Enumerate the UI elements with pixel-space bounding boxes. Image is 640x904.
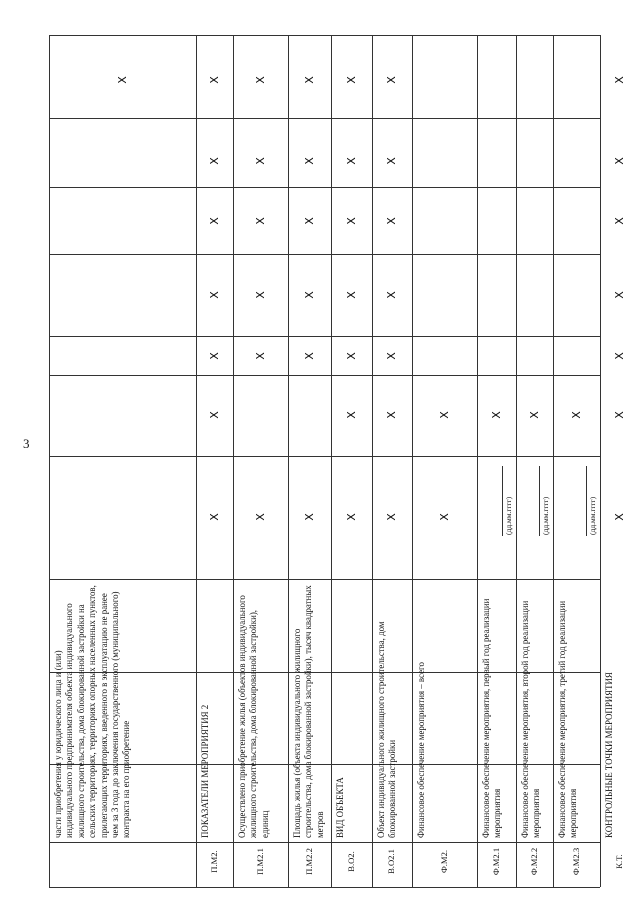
mark-x: X — [302, 157, 316, 165]
grid-line-v — [372, 35, 373, 887]
mark-x: X — [207, 513, 221, 521]
row-description: Объект индивидуального жилищного строительства, дом блокированной застройки — [376, 621, 398, 838]
row-description: Финансовое обеспечение мероприятия, второй год реализации мероприятия — [520, 600, 542, 838]
grid-line-v — [412, 35, 413, 887]
row-description: ПОКАЗАТЕЛИ МЕРОПРИЯТИЯ 2 — [200, 704, 210, 838]
row-description: ВИД ОБЪЕКТА — [335, 777, 345, 838]
row-code: П.М2.2 — [303, 848, 314, 875]
mark-x: X — [253, 352, 267, 360]
mark-x: X — [207, 411, 221, 419]
mark-x: X — [385, 157, 398, 165]
mark-x: X — [385, 352, 398, 360]
row-code: К.Т. — [614, 854, 624, 869]
grid-line-v — [196, 35, 197, 887]
date-underline — [539, 466, 540, 536]
row-code: Ф.М2.2 — [528, 847, 539, 876]
row-code: П.М2. — [208, 850, 219, 873]
grid-line-v — [233, 35, 234, 887]
mark-x: X — [385, 513, 398, 521]
row-description: Осуществлено приобретение жилья (объектов индивидуального жилищного строительства, дома блокированной застройки), единиц — [237, 595, 270, 838]
mark-x: X — [437, 411, 451, 419]
mark-x: X — [207, 217, 221, 225]
grid-line-h — [49, 842, 600, 843]
grid-line-h — [49, 118, 600, 119]
mark-x: X — [613, 217, 626, 225]
mark-x: X — [253, 513, 267, 521]
mark-x: X — [385, 217, 398, 225]
mark-x: X — [207, 352, 221, 360]
mark-x: X — [344, 76, 358, 84]
grid-line-h — [49, 254, 600, 255]
mark-x: X — [613, 513, 626, 521]
mark-x: X — [302, 76, 316, 84]
mark-x: X — [437, 513, 451, 521]
mark-x: X — [302, 217, 316, 225]
mark-x: X — [385, 76, 398, 84]
mark-x: X — [385, 411, 398, 419]
row-code: Ф.М2. — [438, 849, 449, 874]
mark-x: X — [207, 291, 221, 299]
mark-x: X — [344, 513, 358, 521]
mark-x: X — [302, 352, 316, 360]
grid-line-v — [49, 35, 50, 887]
mark-x: X — [302, 513, 316, 521]
grid-line-v — [600, 35, 601, 887]
date-underline — [502, 466, 503, 536]
row-code: Ф.М2.1 — [490, 847, 501, 876]
mark-x: X — [613, 411, 626, 419]
mark-x: X — [613, 157, 626, 165]
mark-x: X — [569, 411, 583, 419]
mark-x: X — [613, 76, 626, 84]
mark-x: X — [613, 291, 626, 299]
date-underline — [586, 466, 587, 536]
mark-x: X — [115, 76, 129, 84]
row-code: В.О2.1 — [386, 849, 396, 874]
grid-line-h — [49, 35, 600, 36]
mark-x: X — [344, 291, 358, 299]
grid-line-h — [49, 456, 600, 457]
mark-x: X — [302, 291, 316, 299]
grid-line-v — [553, 35, 554, 887]
mark-x: X — [207, 157, 221, 165]
grid-line-v — [477, 35, 478, 887]
mark-x: X — [253, 217, 267, 225]
row-code: Ф.М2.3 — [570, 847, 581, 876]
date-placeholder: (дд.мм.гггг) — [504, 496, 513, 535]
grid-line-h — [49, 336, 600, 337]
row-description: КОНТРОЛЬНЫЕ ТОЧКИ МЕРОПРИЯТИЯ — [604, 672, 614, 838]
grid-line-v — [331, 35, 332, 887]
row-description: Финансовое обеспечение мероприятия, третий год реализации мероприятия — [557, 600, 579, 838]
row-code: П.М2.1 — [254, 848, 265, 875]
mark-x: X — [385, 291, 398, 299]
grid-line-h — [49, 375, 600, 376]
row-description: части приобретения у юридического лица и (или) индивидуального предпринимателя объекта индивидуального жилищного строительства, дома блокированной застройки на сельских территориях, территориях опорных населенных пунктов, прилегающих территориях, введенного в эксплуатацию не ранее чем за 3 года до заключения государственного (муниципального) контракта на его приобретение — [53, 585, 132, 838]
mark-x: X — [527, 411, 541, 419]
mark-x: X — [344, 352, 358, 360]
mark-x: X — [613, 352, 626, 360]
mark-x: X — [253, 76, 267, 84]
date-placeholder: (дд.мм.гггг) — [588, 496, 597, 535]
grid-line-h — [49, 579, 600, 580]
grid-line-v — [516, 35, 517, 887]
mark-x: X — [253, 291, 267, 299]
page-number: 3 — [23, 436, 30, 451]
grid-line-h — [49, 187, 600, 188]
row-description: Площадь жилья (объекта индивидуального жилищного строительства, дома блокированной застройки), тысяч квадратных метров — [292, 585, 325, 838]
mark-x: X — [207, 76, 221, 84]
mark-x: X — [489, 411, 503, 419]
mark-x: X — [344, 157, 358, 165]
row-description: Финансовое обеспечение мероприятия – всего — [416, 662, 426, 838]
mark-x: X — [344, 411, 358, 419]
row-description: Финансовое обеспечение мероприятия, первый год реализации мероприятия — [481, 598, 503, 838]
row-code: В.О2. — [345, 851, 356, 872]
grid-line-v — [288, 35, 289, 887]
mark-x: X — [344, 217, 358, 225]
date-placeholder: (дд.мм.гггг) — [541, 496, 550, 535]
grid-line-h — [49, 887, 600, 888]
mark-x: X — [253, 157, 267, 165]
